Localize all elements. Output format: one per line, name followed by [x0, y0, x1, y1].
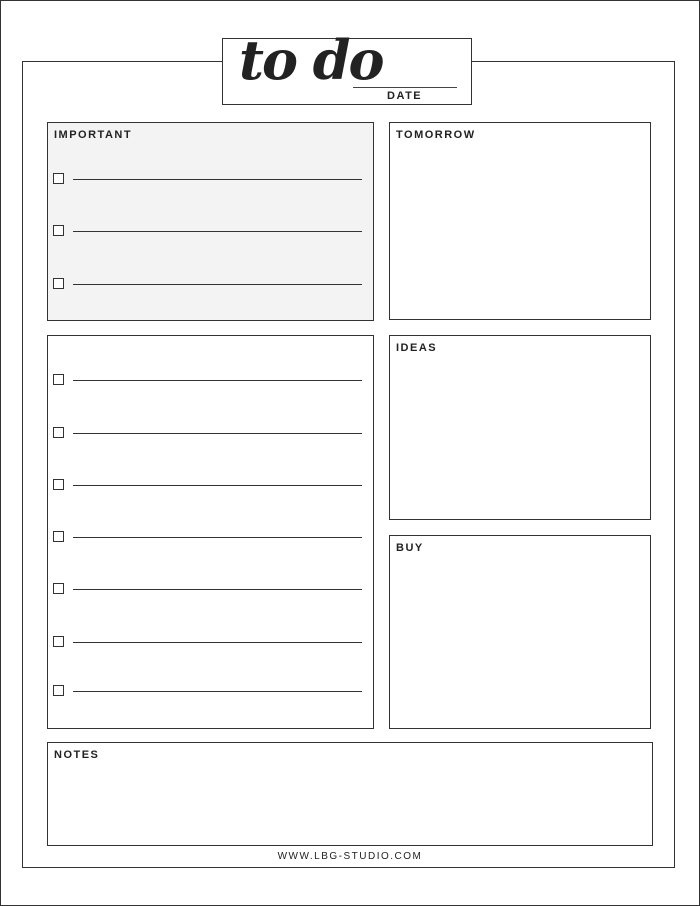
important-task	[53, 173, 363, 187]
buy-section	[389, 535, 651, 729]
task-line[interactable]	[73, 380, 362, 381]
checkbox[interactable]	[53, 374, 64, 385]
page-title: to do	[239, 28, 383, 92]
date-label: DATE	[387, 90, 423, 102]
notes-section	[47, 742, 653, 846]
checkbox[interactable]	[53, 531, 64, 542]
checkbox[interactable]	[53, 583, 64, 594]
important-task	[53, 278, 363, 292]
list-task	[53, 531, 363, 545]
ideas-section	[389, 335, 651, 520]
task-line[interactable]	[73, 485, 362, 486]
list-task	[53, 636, 363, 650]
checkbox[interactable]	[53, 173, 64, 184]
important-label: IMPORTANT	[54, 129, 133, 141]
task-line[interactable]	[73, 691, 362, 692]
task-line[interactable]	[73, 231, 362, 232]
task-line[interactable]	[73, 284, 362, 285]
important-section	[47, 122, 374, 321]
important-task	[53, 225, 363, 239]
tomorrow-section	[389, 122, 651, 320]
header	[222, 28, 472, 105]
ideas-label: IDEAS	[396, 342, 438, 354]
buy-label: BUY	[396, 542, 424, 554]
list-task	[53, 583, 363, 597]
checkbox[interactable]	[53, 225, 64, 236]
task-line[interactable]	[73, 537, 362, 538]
checkbox[interactable]	[53, 278, 64, 289]
list-task	[53, 427, 363, 441]
date-field-line[interactable]	[353, 87, 457, 88]
task-line[interactable]	[73, 589, 362, 590]
footer-url: WWW.LBG-STUDIO.COM	[277, 851, 423, 862]
task-line[interactable]	[73, 179, 362, 180]
task-list-section	[47, 335, 374, 729]
task-line[interactable]	[73, 433, 362, 434]
checkbox[interactable]	[53, 636, 64, 647]
checkbox[interactable]	[53, 427, 64, 438]
checkbox[interactable]	[53, 685, 64, 696]
tomorrow-label: TOMORROW	[396, 129, 476, 141]
task-line[interactable]	[73, 642, 362, 643]
list-task	[53, 685, 363, 699]
list-task	[53, 374, 363, 388]
list-task	[53, 479, 363, 493]
notes-label: NOTES	[54, 749, 100, 761]
checkbox[interactable]	[53, 479, 64, 490]
